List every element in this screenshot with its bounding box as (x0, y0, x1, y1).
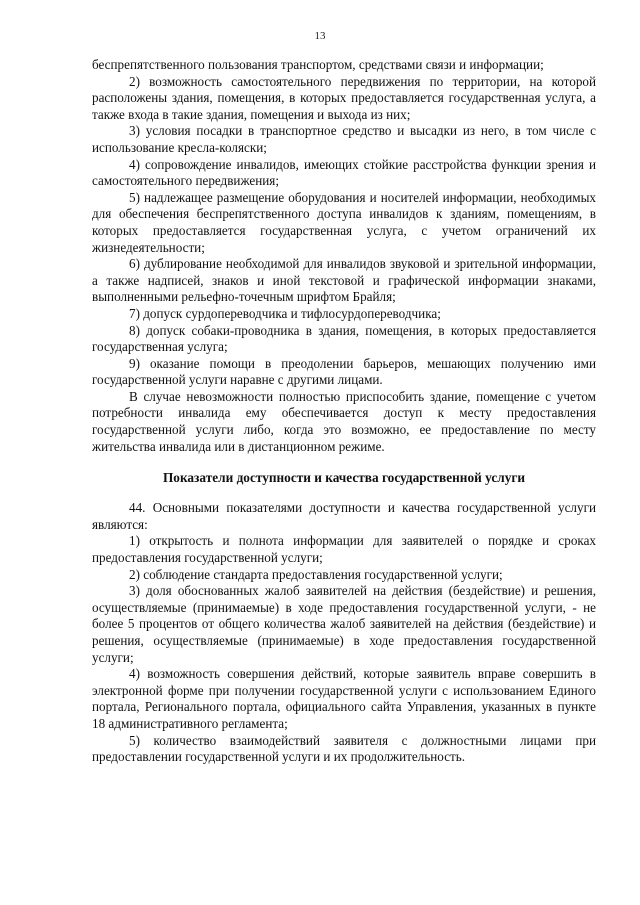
list-item-8: 8) допуск собаки-проводника в здания, помещения, в которых предоставляется государственная услуга; (92, 322, 596, 355)
paragraph-impossibility: В случае невозможности полностью приспособить здание, помещение с учетом потребности инвалида ему обеспечивается доступ к месту предоставления государственной услуги либо, когда это возможно, ее предоставление по месту жительства инвалида или в дистанционном режиме. (92, 388, 596, 454)
list-item-2: 2) возможность самостоятельного передвижения по территории, на которой расположены здания, помещения, в которых предоставляется государственная услуга, а также входа в такие здания, помещения и выхода из них; (92, 73, 596, 122)
indicator-5: 5) количество взаимодействий заявителя с должностными лицами при предоставлении государственной услуги и их продолжительность. (92, 732, 596, 765)
indicator-1: 1) открытость и полнота информации для заявителей о порядке и сроках предоставления государственной услуги; (92, 533, 596, 566)
indicator-4: 4) возможность совершения действий, которые заявитель вправе совершить в электронной форме при получении государственной услуги с использованием Единого портала, Регионального портала, официального сайта Управления, указанных в пункте 18 административного регламента; (92, 666, 596, 731)
list-item-4: 4) сопровождение инвалидов, имеющих стойкие расстройства функции зрения и самостоятельного передвижения; (92, 156, 596, 189)
list-item-5: 5) надлежащее размещение оборудования и носителей информации, необходимых для обеспечения беспрепятственного доступа инвалидов к зданиям, помещениям, в которых предоставляется государственная услуга, с учетом ограничений их жизнедеятельности; (92, 189, 596, 255)
list-item-6: 6) дублирование необходимой для инвалидов звуковой и зрительной информации, а также надписей, знаков и иной текстовой и графической информации знаками, выполненными рельефно-точечным шрифтом Брайля; (92, 256, 596, 305)
section-heading: Показатели доступности и качества государственной услуги (162, 470, 526, 486)
clause-44: 44. Основными показателями доступности и качества государственной услуги являются: (92, 500, 596, 532)
list-item-9: 9) оказание помощи в преодолении барьеров, мешающих получению ими государственной услуги наравне с другими лицами. (92, 355, 596, 388)
indicator-3: 3) доля обоснованных жалоб заявителей на действия (бездействие) и решения, осуществляемые (принимаемые) в ходе предоставления государственной услуги, - не более 5 процентов от общего количества жалоб заявителей на действия (бездействие) и решения, осуществляемые (принимаемые) в ходе предоставления государственной услуги; (92, 583, 596, 665)
page-body (92, 57, 596, 766)
list-item-7: 7) допуск сурдопереводчика и тифлосурдопереводчика; (129, 305, 441, 321)
paragraph-continued: беспрепятственного пользования транспортом, средствами связи и информации; (92, 57, 544, 72)
page-number: 13 (314, 30, 326, 42)
indicator-2: 2) соблюдение стандарта предоставления государственной услуги; (129, 566, 503, 582)
list-item-3: 3) условия посадки в транспортное средство и высадки из него, в том числе с использование кресла-коляски; (92, 123, 596, 155)
